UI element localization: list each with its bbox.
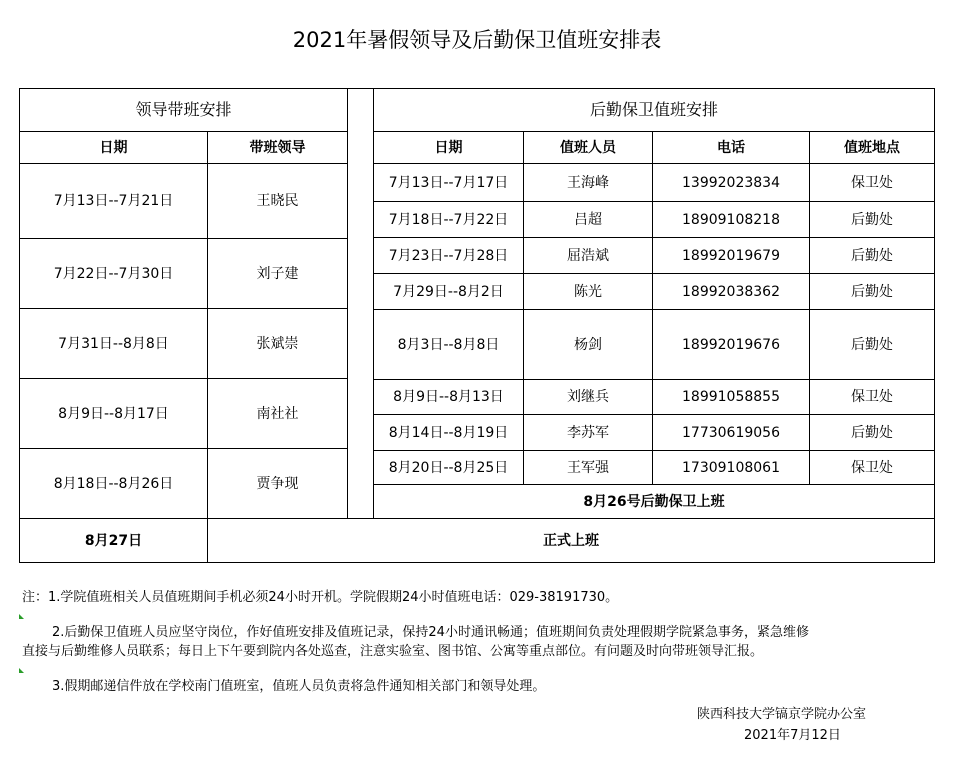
note-1: 注：1.学院值班相关人员值班期间手机必须24小时开机。学院假期24小时值班电话：029-38191730。 <box>22 590 619 605</box>
logistics-header-person: 值班人员 <box>560 139 616 156</box>
logistics-row-date: 7月13日--7月17日 <box>388 174 509 191</box>
leader-section-title: 领导带班安排 <box>135 100 232 119</box>
leader-row-date: 8月9日--8月17日 <box>58 405 169 422</box>
logistics-row-person: 吕超 <box>574 211 602 228</box>
logistics-header-phone: 电话 <box>717 139 745 156</box>
leader-row-date: 8月18日--8月26日 <box>53 475 174 492</box>
logistics-row-place: 后勤处 <box>851 424 893 441</box>
leader-row-date: 7月22日--7月30日 <box>53 265 174 282</box>
logistics-row-date: 7月23日--7月28日 <box>388 247 509 264</box>
note-2: 2.后勤保卫值班人员应坚守岗位，作好值班安排及值班记录，保持24小时通讯畅通；值班期间负责处理假期学院紧急事务，紧急维修 <box>52 625 809 640</box>
leader-row-name: 刘子建 <box>256 265 299 282</box>
logistics-row-date: 7月29日--8月2日 <box>393 283 504 300</box>
separator-left-line <box>347 88 348 519</box>
final-row-text: 正式上班 <box>543 532 599 549</box>
logistics-row-person: 刘继兵 <box>567 389 609 405</box>
logistics-row-phone: 13992023834 <box>682 174 780 191</box>
note-2-continued: 直接与后勤维修人员联系；每日上下午要到院内各处巡查，注意实验室、图书馆、公寓等重点部位。有问题及时向带班领导汇报。 <box>22 644 764 659</box>
leader-row-name: 张斌崇 <box>256 335 299 352</box>
logistics-footer-note: 8月26号后勤保卫上班 <box>583 493 725 510</box>
logistics-header-date: 日期 <box>434 139 463 156</box>
logistics-row-phone: 17309108061 <box>682 459 780 476</box>
leader-row-date: 7月31日--8月8日 <box>58 335 169 352</box>
logistics-row-place: 保卫处 <box>851 459 893 476</box>
logistics-row-place: 保卫处 <box>851 389 893 405</box>
leader-row-date: 7月13日--7月21日 <box>53 193 174 209</box>
logistics-row-phone: 18909108218 <box>682 211 780 228</box>
logistics-row-place: 后勤处 <box>851 283 893 300</box>
page-title: 2021年暑假领导及后勤保卫值班安排表 <box>292 28 662 52</box>
logistics-section-title: 后勤保卫值班安排 <box>589 100 718 119</box>
final-row-date: 8月27日 <box>84 532 143 549</box>
logistics-row-phone: 18992038362 <box>682 283 780 300</box>
logistics-row-phone: 17730619056 <box>682 424 780 441</box>
leader-row-name: 贾争现 <box>256 475 299 492</box>
logistics-row-phone: 18992019676 <box>682 336 780 353</box>
note-3: 3.假期邮递信件放在学校南门值班室，值班人员负责将急件通知相关部门和领导处理。 <box>52 679 546 694</box>
table-border-bottom <box>19 562 935 563</box>
logistics-row-person: 屈浩斌 <box>567 247 609 264</box>
logistics-row-date: 7月18日--7月22日 <box>388 211 509 228</box>
green-corner-marker <box>19 614 24 619</box>
table-border-right <box>934 88 935 563</box>
logistics-row-date: 8月9日--8月13日 <box>393 389 504 405</box>
logistics-row-person: 杨剑 <box>574 336 602 353</box>
signature-date: 2021年7月12日 <box>744 728 841 743</box>
logistics-header-place: 值班地点 <box>844 139 900 156</box>
leader-row-name: 南社社 <box>256 405 299 422</box>
green-corner-marker <box>19 668 24 673</box>
logistics-row-date: 8月14日--8月19日 <box>388 424 509 441</box>
logistics-row-phone: 18992019679 <box>682 247 780 264</box>
logistics-row-date: 8月20日--8月25日 <box>388 459 509 476</box>
logistics-row-person: 李苏军 <box>567 424 609 441</box>
leader-header-leader: 带班领导 <box>249 139 306 156</box>
logistics-row-place: 后勤处 <box>851 211 893 228</box>
logistics-row-date: 8月3日--8月8日 <box>397 336 500 353</box>
leader-header-date: 日期 <box>99 139 128 156</box>
leader-row-name: 王晓民 <box>256 193 299 209</box>
logistics-row-place: 后勤处 <box>851 336 893 353</box>
logistics-row-place: 后勤处 <box>851 247 893 264</box>
logistics-row-person: 王军强 <box>567 459 609 476</box>
signature-org: 陕西科技大学镐京学院办公室 <box>697 707 867 722</box>
logistics-row-phone: 18991058855 <box>682 389 780 405</box>
logistics-row-person: 王海峰 <box>567 174 609 191</box>
logistics-row-place: 保卫处 <box>851 174 893 191</box>
logistics-row-person: 陈光 <box>574 283 602 300</box>
